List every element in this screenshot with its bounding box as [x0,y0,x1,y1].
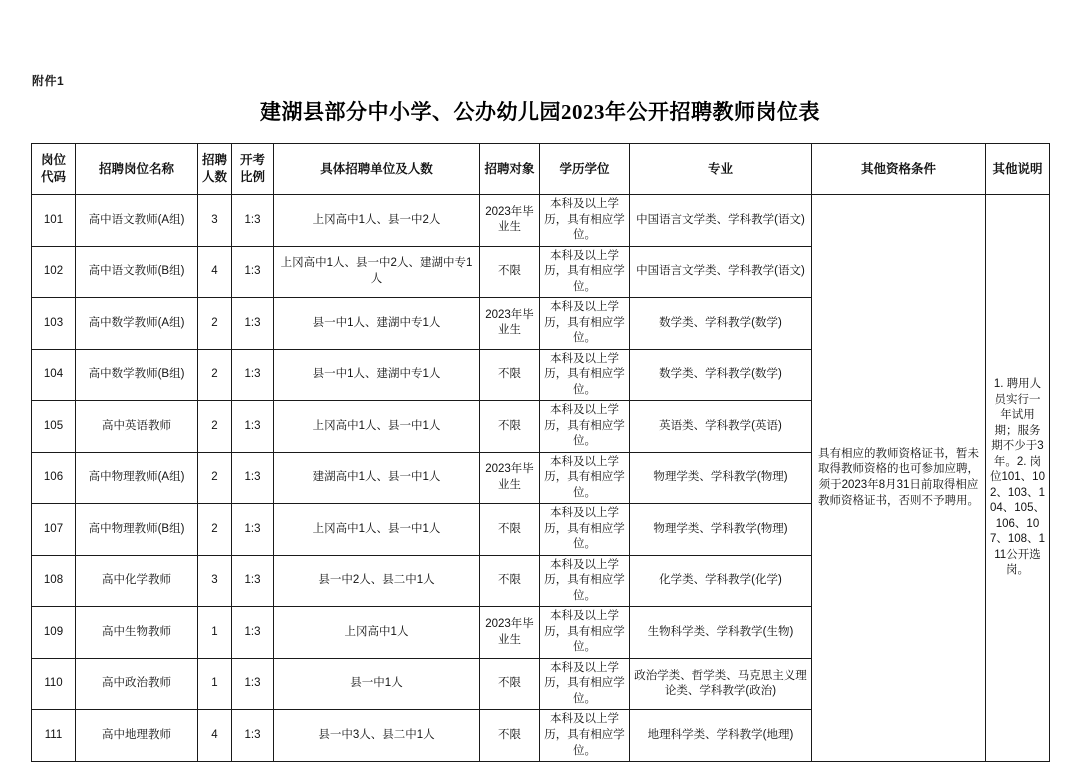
cell-major: 中国语言文学类、学科教学(语文) [630,246,812,298]
cell-education: 本科及以上学历，具有相应学位。 [540,401,630,453]
cell-units: 县一中2人、县二中1人 [274,555,480,607]
cell-job-name: 高中数学教师(A组) [76,298,198,350]
cell-target: 不限 [480,401,540,453]
column-header-code: 岗位代码 [32,144,76,195]
cell-ratio: 1:3 [232,555,274,607]
cell-education: 本科及以上学历，具有相应学位。 [540,504,630,556]
cell-target: 不限 [480,555,540,607]
column-header-other-note: 其他说明 [986,144,1050,195]
job-positions-table [31,143,1050,762]
cell-target: 2023年毕业生 [480,298,540,350]
cell-count: 2 [198,298,232,350]
cell-count: 4 [198,710,232,762]
cell-units: 上冈高中1人 [274,607,480,659]
cell-units: 县一中1人 [274,658,480,710]
cell-units: 上冈高中1人、县一中2人 [274,195,480,247]
cell-target: 不限 [480,246,540,298]
cell-code: 110 [32,658,76,710]
cell-major: 化学类、学科教学(化学) [630,555,812,607]
column-header-name: 招聘岗位名称 [76,144,198,195]
cell-ratio: 1:3 [232,298,274,350]
cell-code: 111 [32,710,76,762]
cell-code: 101 [32,195,76,247]
column-header-other-qualification: 其他资格条件 [812,144,986,195]
cell-code: 106 [32,452,76,504]
cell-education: 本科及以上学历，具有相应学位。 [540,710,630,762]
cell-ratio: 1:3 [232,246,274,298]
cell-education: 本科及以上学历，具有相应学位。 [540,607,630,659]
cell-target: 2023年毕业生 [480,607,540,659]
cell-count: 2 [198,504,232,556]
page-title: 建湖县部分中小学、公办幼儿园2023年公开招聘教师岗位表 [260,100,820,124]
cell-major: 物理学类、学科教学(物理) [630,504,812,556]
table-header-row [32,144,1050,195]
cell-units: 县一中3人、县二中1人 [274,710,480,762]
cell-education: 本科及以上学历，具有相应学位。 [540,658,630,710]
cell-ratio: 1:3 [232,349,274,401]
cell-target: 不限 [480,504,540,556]
column-header-ratio: 开考比例 [232,144,274,195]
cell-education: 本科及以上学历，具有相应学位。 [540,452,630,504]
cell-ratio: 1:3 [232,607,274,659]
cell-education: 本科及以上学历，具有相应学位。 [540,195,630,247]
cell-job-name: 高中政治教师 [76,658,198,710]
cell-job-name: 高中数学教师(B组) [76,349,198,401]
cell-code: 107 [32,504,76,556]
cell-job-name: 高中英语教师 [76,401,198,453]
cell-education: 本科及以上学历，具有相应学位。 [540,349,630,401]
cell-ratio: 1:3 [232,452,274,504]
cell-code: 102 [32,246,76,298]
cell-other-qualification: 具有相应的教师资格证书，暂未取得教师资格的也可参加应聘，须于2023年8月31日前取得相应教师资格证书，否则不予聘用。 [812,195,986,762]
cell-code: 109 [32,607,76,659]
cell-code: 108 [32,555,76,607]
table-body [32,195,1050,762]
cell-ratio: 1:3 [232,710,274,762]
cell-major: 英语类、学科教学(英语) [630,401,812,453]
cell-job-name: 高中语文教师(A组) [76,195,198,247]
cell-job-name: 高中物理教师(A组) [76,452,198,504]
cell-job-name: 高中地理教师 [76,710,198,762]
cell-target: 2023年毕业生 [480,452,540,504]
cell-major: 生物科学类、学科教学(生物) [630,607,812,659]
cell-major: 物理学类、学科教学(物理) [630,452,812,504]
cell-units: 上冈高中1人、县一中1人 [274,401,480,453]
cell-job-name: 高中化学教师 [76,555,198,607]
cell-target: 不限 [480,710,540,762]
column-header-units: 具体招聘单位及人数 [274,144,480,195]
cell-target: 不限 [480,349,540,401]
cell-education: 本科及以上学历，具有相应学位。 [540,246,630,298]
cell-units: 上冈高中1人、县一中1人 [274,504,480,556]
cell-target: 不限 [480,658,540,710]
cell-major: 政治学类、哲学类、马克思主义理论类、学科教学(政治) [630,658,812,710]
column-header-target: 招聘对象 [480,144,540,195]
column-header-education: 学历学位 [540,144,630,195]
cell-education: 本科及以上学历，具有相应学位。 [540,555,630,607]
cell-units: 县一中1人、建湖中专1人 [274,298,480,350]
cell-other-note: 1. 聘用人员实行一年试用期；服务期不少于3年。2. 岗位101、102、103、104、105、106、107、108、111公开选岗。 [986,195,1050,762]
cell-target: 2023年毕业生 [480,195,540,247]
cell-count: 2 [198,349,232,401]
cell-major: 数学类、学科教学(数学) [630,298,812,350]
cell-units: 上冈高中1人、县一中2人、建湖中专1人 [274,246,480,298]
cell-ratio: 1:3 [232,401,274,453]
cell-job-name: 高中语文教师(B组) [76,246,198,298]
cell-code: 103 [32,298,76,350]
cell-major: 地理科学类、学科教学(地理) [630,710,812,762]
cell-count: 2 [198,452,232,504]
cell-count: 1 [198,607,232,659]
cell-count: 3 [198,195,232,247]
cell-code: 104 [32,349,76,401]
cell-code: 105 [32,401,76,453]
cell-major: 数学类、学科教学(数学) [630,349,812,401]
cell-count: 2 [198,401,232,453]
cell-ratio: 1:3 [232,504,274,556]
cell-ratio: 1:3 [232,658,274,710]
column-header-major: 专业 [630,144,812,195]
cell-job-name: 高中物理教师(B组) [76,504,198,556]
column-header-count: 招聘人数 [198,144,232,195]
cell-education: 本科及以上学历，具有相应学位。 [540,298,630,350]
cell-units: 县一中1人、建湖中专1人 [274,349,480,401]
cell-major: 中国语言文学类、学科教学(语文) [630,195,812,247]
cell-count: 3 [198,555,232,607]
cell-job-name: 高中生物教师 [76,607,198,659]
cell-count: 1 [198,658,232,710]
table-row [32,195,1050,247]
attachment-label: 附件1 [32,74,65,88]
cell-units: 建湖高中1人、县一中1人 [274,452,480,504]
cell-ratio: 1:3 [232,195,274,247]
cell-count: 4 [198,246,232,298]
